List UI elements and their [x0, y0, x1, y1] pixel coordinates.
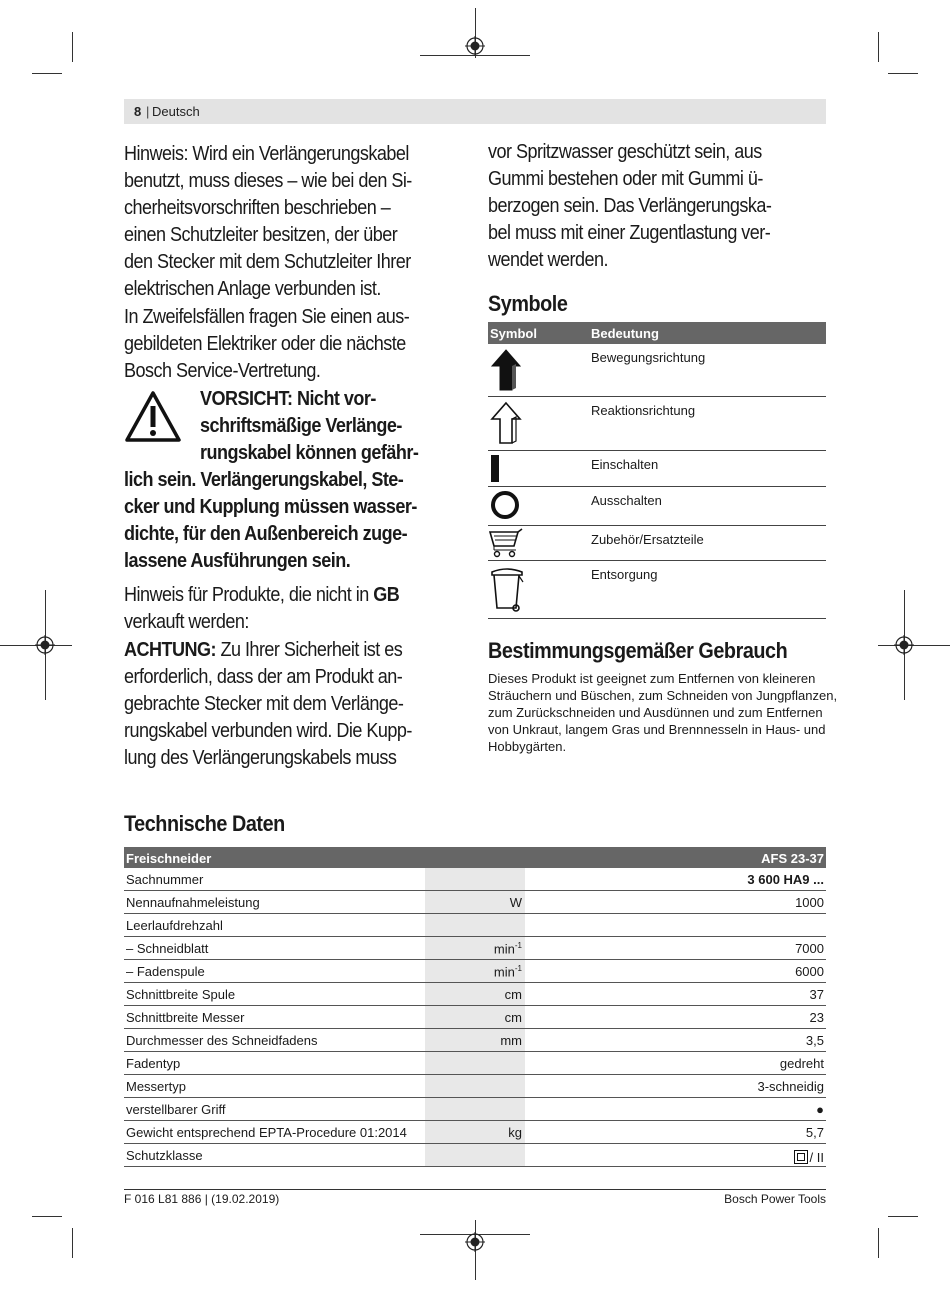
- unit-cell-shade: [425, 1144, 525, 1166]
- spec-value: [794, 1148, 824, 1165]
- symbol-label: Bewegungsrichtung: [591, 350, 706, 365]
- switch-off-icon: [489, 489, 523, 523]
- text-line: Gummi bestehen oder mit Gummi ü-: [488, 167, 763, 190]
- registration-mark-icon: [465, 1232, 485, 1252]
- switch-on-icon: [490, 454, 504, 484]
- value-text: / II: [809, 1150, 824, 1165]
- table-row: [124, 960, 826, 983]
- technical-data-title: Technische Daten: [124, 811, 285, 836]
- text-line: rungskabel können gefähr-: [200, 441, 419, 464]
- table-row: [124, 914, 826, 937]
- text-line: rungskabel verbunden wird. Die Kupp-: [124, 719, 412, 742]
- double-insulation-icon: [794, 1150, 808, 1164]
- text-line: Dieses Produkt ist geeignet zum Entfernen von kleineren: [488, 671, 816, 686]
- symbol-row: [488, 487, 826, 526]
- symbol-label: Ausschalten: [591, 493, 662, 508]
- crop-mark: [888, 73, 918, 74]
- value-text: gedreht: [779, 1056, 824, 1071]
- text-line: Bosch Service-Vertretung.: [124, 359, 321, 382]
- spec-unit: [500, 1033, 522, 1048]
- warning-text-continued: [124, 466, 417, 574]
- symbol-label: Entsorgung: [591, 567, 658, 582]
- text-line: von Unkraut, langem Gras und Brennnesseln in Haus- und: [488, 722, 826, 737]
- text-line: benutzt, muss dieses – wie bei den Si-: [124, 169, 412, 192]
- spec-unit: [510, 895, 522, 910]
- text-line: erforderlich, dass der am Produkt an-: [124, 665, 403, 688]
- model-name: AFS 23-37: [761, 851, 824, 866]
- symbols-title: Symbole: [488, 291, 568, 316]
- spec-value: [795, 941, 824, 956]
- unit-cell-shade: [425, 1052, 525, 1074]
- text-line: In Zweifelsfällen fragen Sie einen aus-: [124, 305, 410, 328]
- value-text: 7000: [795, 941, 824, 956]
- reaction-direction-arrow-icon: [490, 401, 522, 445]
- spec-name: – Fadenspule: [126, 964, 205, 979]
- value-text: 3,5: [805, 1033, 824, 1048]
- spec-name: Sachnummer: [126, 872, 204, 887]
- footer-document-id: F 016 L81 886 | (19.02.2019): [124, 1192, 280, 1206]
- table-row: [124, 1052, 826, 1075]
- text-line: cherheitsvorschriften beschrieben –: [124, 196, 391, 219]
- spec-unit: [505, 987, 522, 1002]
- text-line: wendet werden.: [488, 248, 608, 271]
- table-row: [124, 1075, 826, 1098]
- symbol-label: Reaktionsrichtung: [591, 403, 696, 418]
- registration-mark-icon: [894, 635, 914, 655]
- text-line: Hinweis: Wird ein Verlängerungskabel: [124, 142, 409, 165]
- text-line: einen Schutzleiter besitzen, der über: [124, 223, 398, 246]
- spec-name: Durchmesser des Schneidfadens: [126, 1033, 318, 1048]
- unit-text: kg: [508, 1125, 522, 1140]
- value-text: 37: [809, 987, 824, 1002]
- spec-name: Gewicht entsprechend EPTA-Procedure 01:2014: [126, 1125, 407, 1140]
- column-header-symbol: Symbol: [490, 326, 537, 341]
- symbol-label: Einschalten: [591, 457, 659, 472]
- spec-value: [747, 872, 824, 887]
- symbol-row: [488, 561, 826, 619]
- technical-data-header: [124, 847, 826, 868]
- spec-value: [810, 987, 824, 1002]
- crop-mark: [878, 1228, 879, 1258]
- symbols-table-header: [488, 322, 826, 344]
- spec-value: [810, 1010, 824, 1025]
- table-row: [124, 1121, 826, 1144]
- table-row: [124, 1098, 826, 1121]
- spec-name: Leerlaufdrehzahl: [126, 918, 223, 933]
- symbol-row: [488, 526, 826, 561]
- crop-mark: [888, 1216, 918, 1217]
- intended-use-text: [488, 670, 837, 755]
- table-row: [124, 891, 826, 914]
- spec-name: Schnittbreite Messer: [126, 1010, 245, 1025]
- symbol-row: [488, 451, 826, 487]
- table-row: [124, 1029, 826, 1052]
- header-language: Deutsch: [152, 104, 200, 119]
- page-number: 8: [134, 104, 142, 119]
- intended-use-title: Bestimmungsgemäßer Gebrauch: [488, 638, 788, 663]
- attention-label: ACHTUNG:: [124, 638, 216, 661]
- waste-bin-icon: [489, 564, 525, 614]
- table-row: [124, 983, 826, 1006]
- spec-name: verstellbarer Griff: [126, 1102, 226, 1117]
- text-span: Hinweis für Produkte, die nicht in: [124, 583, 374, 606]
- spec-unit: [508, 1125, 522, 1140]
- text-line: lassene Ausführungen sein.: [124, 549, 351, 572]
- attention-paragraph: [124, 636, 412, 771]
- crop-mark: [72, 1228, 73, 1258]
- country-code: GB: [373, 583, 400, 606]
- value-text: 23: [809, 1010, 824, 1025]
- warning-triangle-icon: [124, 390, 182, 444]
- technical-data-table: [124, 847, 826, 1167]
- text-line: berzogen sein. Das Verlängerungska-: [488, 194, 772, 217]
- registration-mark-icon: [35, 635, 55, 655]
- symbol-row: [488, 397, 826, 451]
- value-text: 3-schneidig: [757, 1079, 824, 1094]
- spec-name: Messertyp: [126, 1079, 186, 1094]
- table-row: [124, 1144, 826, 1167]
- spec-value: [795, 964, 824, 979]
- text-line: zum Zurückschneiden und Ausdünnen und zum Entfernen: [488, 705, 823, 720]
- table-row: [124, 1006, 826, 1029]
- warning-text: [200, 385, 418, 466]
- table-row: [124, 868, 826, 891]
- text-line: den Stecker mit dem Schutzleiter Ihrer: [124, 250, 411, 273]
- spec-unit: [494, 964, 522, 979]
- spec-value: [758, 1079, 825, 1094]
- spec-name: Fadentyp: [126, 1056, 181, 1071]
- text-line: lich sein. Verlängerungskabel, Ste-: [124, 468, 404, 491]
- unit-exponent: -1: [514, 941, 522, 950]
- header-separator: |: [146, 104, 150, 119]
- spec-unit: [494, 941, 522, 956]
- value-text: 1000: [795, 895, 824, 910]
- text-span: Zu Ihrer Sicherheit ist es: [215, 638, 403, 661]
- unit-cell-shade: [425, 914, 525, 936]
- column-header-meaning: Bedeutung: [591, 326, 659, 341]
- footer-brand: Bosch Power Tools: [724, 1192, 826, 1206]
- unit-text: cm: [504, 1010, 522, 1025]
- table-row: [124, 937, 826, 960]
- spec-value: [806, 1125, 824, 1140]
- footer-rule: [124, 1189, 826, 1190]
- crop-mark: [32, 73, 62, 74]
- extension-cable-continued: [488, 138, 771, 273]
- text-line: cker und Kupplung müssen wasser-: [124, 495, 417, 518]
- unit-text: cm: [504, 987, 522, 1002]
- crop-mark: [32, 1216, 62, 1217]
- unit-cell-shade: [425, 868, 525, 890]
- unit-text: mm: [500, 1033, 522, 1048]
- value-text: 3 600 HA9 ...: [747, 872, 824, 887]
- symbol-row: [488, 344, 826, 397]
- unit-text: min: [493, 941, 515, 957]
- spec-name: Schutzklasse: [126, 1148, 203, 1163]
- crop-mark: [878, 645, 950, 646]
- shopping-cart-icon: [488, 528, 524, 558]
- text-line: gebildeten Elektriker oder die nächste: [124, 332, 406, 355]
- unit-text: min: [493, 964, 515, 980]
- hint-non-gb-products: [124, 581, 399, 635]
- text-line: dichte, für den Außenbereich zuge-: [124, 522, 408, 545]
- spec-value: [795, 895, 824, 910]
- spec-name: – Schneidblatt: [126, 941, 209, 956]
- spec-value: [816, 1102, 824, 1117]
- text-line: schriftsmäßige Verlänge-: [200, 414, 402, 437]
- direction-of-movement-arrow-icon: [490, 348, 522, 392]
- text-line: Hobbygärten.: [488, 739, 567, 754]
- text-line: elektrischen Anlage verbunden ist.: [124, 277, 381, 300]
- text-line: gebrachte Stecker mit dem Verlänge-: [124, 692, 404, 715]
- crop-mark: [878, 32, 879, 62]
- symbol-label: Zubehör/Ersatzteile: [591, 532, 704, 547]
- spec-name: Schnittbreite Spule: [126, 987, 236, 1002]
- text-line: Sträuchern und Büschen, zum Schneiden von Jungpflanzen,: [488, 688, 838, 703]
- unit-text: W: [509, 895, 522, 910]
- product-type: Freischneider: [126, 851, 212, 866]
- text-line: lung des Verlängerungskabels muss: [124, 746, 397, 769]
- value-text: 6000: [795, 964, 824, 979]
- unit-exponent: -1: [514, 964, 522, 973]
- text-line: bel muss mit einer Zugentlastung ver-: [488, 221, 771, 244]
- symbols-table: [488, 322, 826, 619]
- spec-value: [806, 1033, 824, 1048]
- value-text: ●: [816, 1102, 824, 1117]
- spec-unit: [505, 1010, 522, 1025]
- page-header: [124, 99, 826, 124]
- unit-cell-shade: [425, 1075, 525, 1097]
- value-text: 5,7: [805, 1125, 824, 1140]
- hint-extension-cable: [124, 140, 412, 302]
- registration-mark-icon: [465, 36, 485, 56]
- text-line: VORSICHT: Nicht vor-: [200, 387, 376, 410]
- spec-name: Nennaufnahmeleistung: [126, 895, 260, 910]
- spec-value: [780, 1056, 824, 1071]
- text-line: vor Spritzwasser geschützt sein, aus: [488, 140, 762, 163]
- unit-cell-shade: [425, 1098, 525, 1120]
- text-line: verkauft werden:: [124, 610, 249, 633]
- crop-mark: [72, 32, 73, 62]
- hint-electrician: [124, 303, 409, 384]
